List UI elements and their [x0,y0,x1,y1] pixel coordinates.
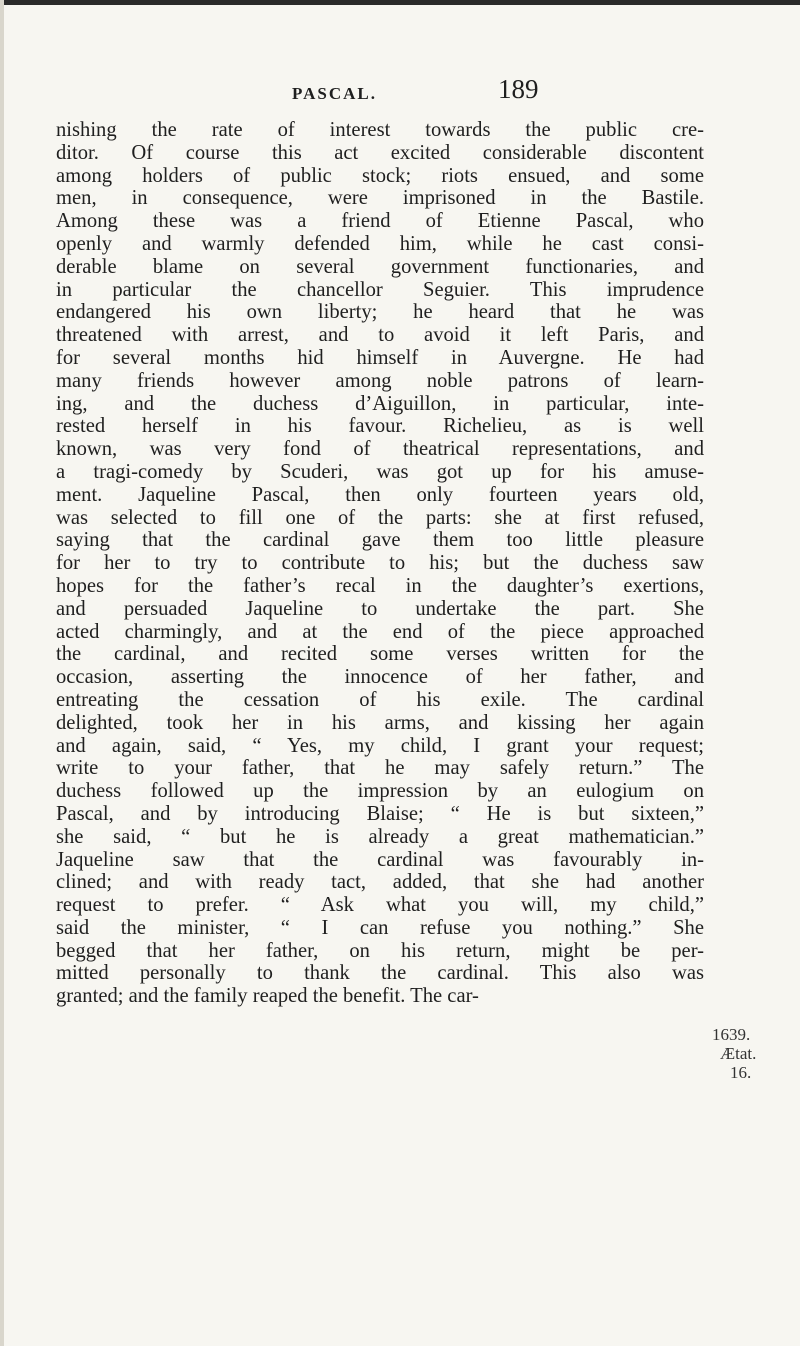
text-line: duchess followed up the impression by an eulogium on [56,780,704,803]
text-line: endangered his own liberty; he heard that he was [56,301,704,324]
text-line: Jaqueline saw that the cardinal was favourably in- [56,848,704,871]
page-left-edge [0,0,4,1346]
text-line: entreating the cessation of his exile. The cardinal [56,688,704,711]
text-line: among holders of public stock; riots ensued, and some [56,164,704,187]
text-line: mitted personally to thank the cardinal. This also was [56,962,704,985]
text-line: rested herself in his favour. Richelieu, as is well [56,415,704,438]
text-line: in particular the chancellor Seguier. This imprudence [56,278,704,301]
top-border-rule [0,0,800,5]
text-line: known, was very fond of theatrical representations, and [56,438,704,461]
text-line: saying that the cardinal gave them too little pleasure [56,529,704,552]
text-line: threatened with arrest, and to avoid it left Paris, and [56,324,704,347]
text-line: and again, said, “ Yes, my child, I grant your request; [56,734,704,757]
text-line: ditor. Of course this act excited considerable discontent [56,141,704,164]
text-line: she said, “ but he is already a great mathematician.” [56,825,704,848]
margin-note-year: 1639. [712,1025,751,1044]
margin-note-age: 16. [730,1063,752,1082]
page-number: 189 [498,74,539,104]
text-line: for several months hid himself in Auvergne. He had [56,346,704,369]
text-line: nishing the rate of interest towards the public cre- [56,119,704,141]
text-line: request to prefer. “ Ask what you will, my child,” [56,894,704,917]
text-line: Pascal, and by introducing Blaise; “ He is but sixteen,” [56,802,704,825]
text-line: delighted, took her in his arms, and kissing her again [56,711,704,734]
text-line: was selected to fill one of the parts: she at first refused, [56,506,704,529]
text-line: the cardinal, and recited some verses written for the [56,643,704,666]
margin-note-aetat: Ætat. [720,1044,757,1063]
page-header [0,74,800,108]
text-line: said the minister, “ I can refuse you nothing.” She [56,916,704,939]
text-line: derable blame on several government functionaries, and [56,255,704,278]
text-line: clined; and with ready tact, added, that she had another [56,871,704,894]
text-line: acted charmingly, and at the end of the piece approached [56,620,704,643]
margin-note [712,1025,800,1082]
running-head: PASCAL. [292,84,377,103]
text-line: ment. Jaqueline Pascal, then only fourteen years old, [56,483,704,506]
body-text [56,119,704,1008]
text-line: begged that her father, on his return, might be per- [56,939,704,962]
text-line: Among these was a friend of Etienne Pascal, who [56,210,704,233]
text-line: openly and warmly defended him, while he cast consi- [56,232,704,255]
text-line: granted; and the family reaped the benefit. The car- [56,985,479,1008]
text-line: and persuaded Jaqueline to undertake the part. She [56,597,704,620]
text-line: occasion, asserting the innocence of her father, and [56,666,704,689]
text-line: for her to try to contribute to his; but the duchess saw [56,552,704,575]
text-line: ing, and the duchess d’Aiguillon, in particular, inte- [56,392,704,415]
text-line: a tragi-comedy by Scuderi, was got up for his amuse- [56,460,704,483]
text-line: many friends however among noble patrons of learn- [56,369,704,392]
text-line: write to your father, that he may safely return.” The [56,757,704,780]
text-line: hopes for the father’s recal in the daughter’s exertions, [56,574,704,597]
text-line: men, in consequence, were imprisoned in the Bastile. [56,187,704,210]
